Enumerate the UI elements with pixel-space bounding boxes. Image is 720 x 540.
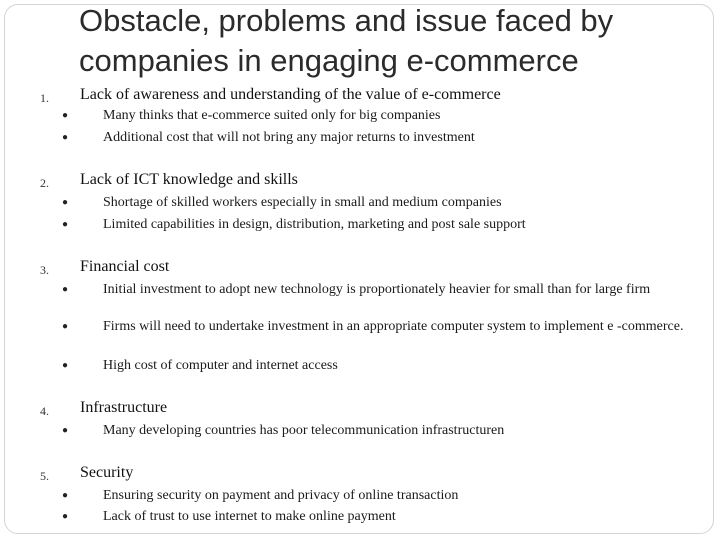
section-point: Ensuring security on payment and privacy of online transaction [103,488,459,503]
section-heading: Security [80,464,134,481]
section-heading: Lack of awareness and understanding of the value of e-commerce [80,86,501,103]
section-point: High cost of computer and internet access [103,358,338,373]
section-point: Limited capabilities in design, distribution, marketing and post sale support [103,217,526,232]
section-number: 4. [40,404,49,418]
section-point: Many thinks that e-commerce suited only for big companies [103,108,441,123]
section-point: Shortage of skilled workers especially in small and medium companies [103,195,502,210]
section-number: 5. [40,469,49,483]
section-number: 2. [40,176,49,190]
section-number: 3. [40,263,49,277]
section-heading: Infrastructure [80,399,168,416]
bullet-icon: ● [62,219,69,230]
section-point: Many developing countries has poor telecommunication infrastructuren [103,423,505,438]
bullet-icon: ● [62,284,69,295]
section-heading: Financial cost [80,258,170,275]
section-point: Lack of trust to use internet to make online payment [103,509,396,524]
section-point: Additional cost that will not bring any major returns to investment [103,130,475,145]
section-point: Firms will need to undertake investment in an appropriate computer system to implement e -commerce. [103,319,684,334]
bullet-icon: ● [62,132,69,143]
bullet-icon: ● [62,490,69,501]
bullet-icon: ● [62,110,69,121]
bullet-icon: ● [62,360,69,371]
section-number: 1. [40,91,49,105]
bullet-icon: ● [62,321,69,332]
slide-title: Obstacle, problems and issue faced by companies in engaging e-commerce [79,3,614,78]
bullet-icon: ● [62,425,69,436]
section-point: Initial investment to adopt new technology is proportionately heavier for small than for large firm [103,282,651,297]
bullet-icon: ● [62,197,69,208]
bullet-icon: ● [62,511,69,522]
section-heading: Lack of ICT knowledge and skills [80,171,298,188]
